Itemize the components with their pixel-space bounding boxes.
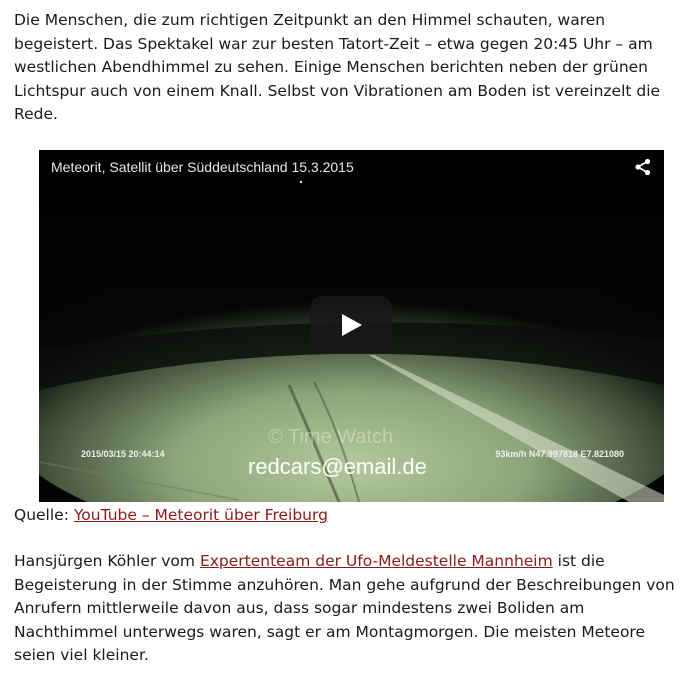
paragraph-text: ist die Begeisterung in der Stimme anzuhören. Man gehe aufgrund der Beschreibungen von Anrufern mittlerweile davon aus, dass sogar mindestens zwei Boliden am Nachthimmel unterwegs waren, sagt er am Montagmorgen. Die meisten Meteore seien viel kleiner. <box>14 552 675 664</box>
video-watermark: © Time Watch <box>268 426 394 448</box>
email-overlay: redcars@email.de <box>248 454 427 479</box>
video-title[interactable]: Meteorit, Satellit über Süddeutschland 15.3.2015 <box>51 159 354 175</box>
video-source <box>14 504 328 528</box>
source-link[interactable]: YouTube – Meteorit über Freiburg <box>73 506 328 524</box>
play-icon <box>339 313 363 337</box>
share-icon[interactable] <box>634 158 652 176</box>
video-player[interactable] <box>39 150 664 502</box>
article-paragraph <box>14 550 690 668</box>
expertenteam-link[interactable]: Expertenteam der Ufo-Meldestelle Mannheim <box>199 552 553 570</box>
play-button[interactable] <box>310 296 392 354</box>
article-paragraph: Die Menschen, die zum richtigen Zeitpunkt an den Himmel schauten, waren begeistert. Das Spektakel war zur besten Tatort-Zeit – etwa gegen 20:45 Uhr – am westlichen Abendhimmel zu sehen. Einige Menschen berichten neben der grünen Lichtspur auch von einem Knall. Selbst von Vibrationen am Boden ist vereinzelt die Rede. <box>14 11 661 123</box>
timestamp-overlay: 2015/03/15 20:44:14 <box>81 449 165 459</box>
gps-overlay: 93km/h N47.997818 E7.821080 <box>495 449 624 459</box>
paragraph-text: Hansjürgen Köhler vom <box>14 552 200 570</box>
source-label: Quelle: <box>14 506 74 524</box>
